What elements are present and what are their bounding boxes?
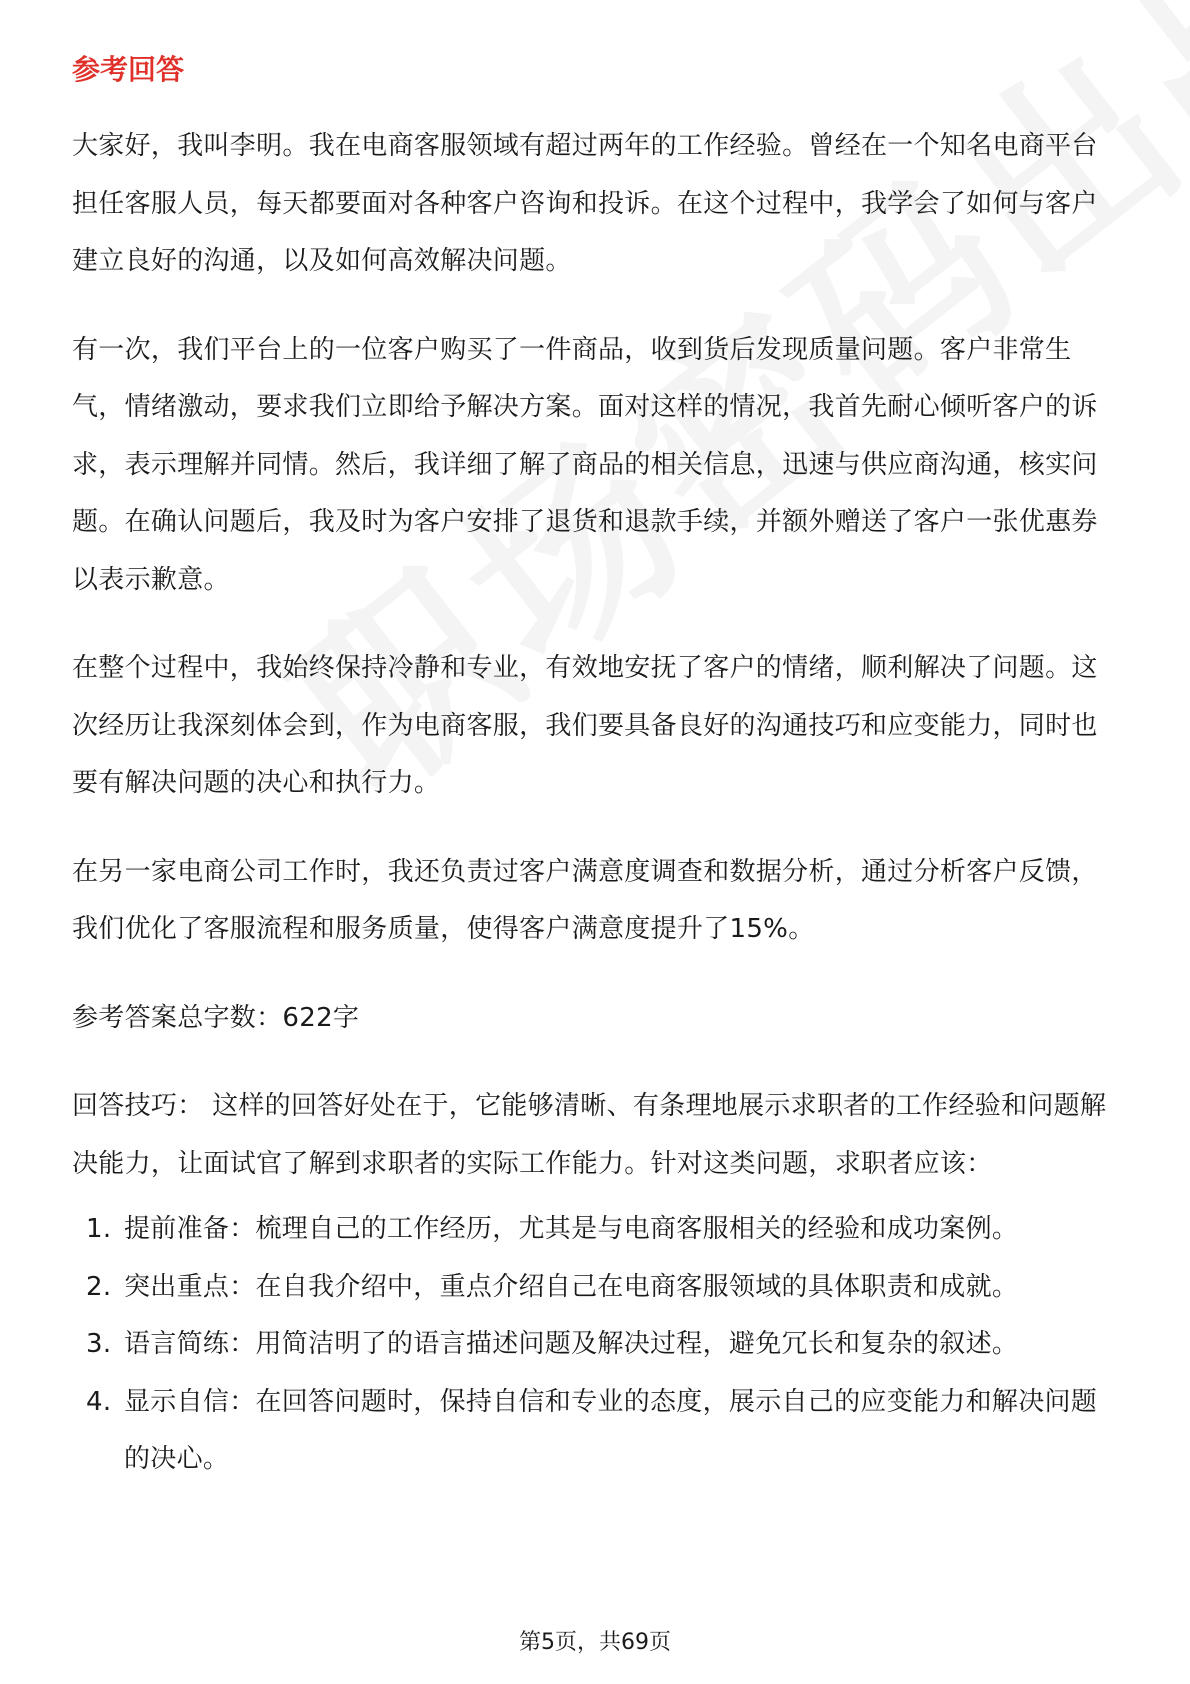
list-item <box>72 1374 1122 1489</box>
list-item <box>72 1316 1122 1374</box>
answer-paragraph-3: 在整个过程中，我始终保持冷静和专业，有效地安抚了客户的情绪，顺利解决了问题。这次经历让我深刻体会到，作为电商客服，我们要具备良好的沟通技巧和应变能力，同时也要有解决问题的决心和执行力。 <box>72 653 1098 798</box>
list-item-number: 2. <box>86 1271 112 1302</box>
list-item-number: 1. <box>86 1214 112 1244</box>
answer-paragraph-1: 大家好，我叫李明。我在电商客服领域有超过两年的工作经验。曾经在一个知名电商平台担任客服人员，每天都要面对各种客户咨询和投诉。在这个过程中，我学会了如何与客户建立良好的沟通，以及如何高效解决问题。 <box>72 131 1098 276</box>
list-item-number: 4. <box>86 1386 112 1417</box>
list-item-text: 语言简练：用简洁明了的语言描述问题及解决过程，避免冗长和复杂的叙述。 <box>124 1329 1019 1359</box>
list-item <box>72 1201 1122 1259</box>
list-item-text: 突出重点：在自我介绍中，重点介绍自己在电商客服领域的具体职责和成就。 <box>124 1271 1019 1302</box>
list-item-text: 提前准备：梳理自己的工作经历，尤其是与电商客服相关的经验和成功案例。 <box>124 1214 1019 1244</box>
answer-paragraph-4: 在另一家电商公司工作时，我还负责过客户满意度调查和数据分析，通过分析客户反馈，我们优化了客服流程和服务质量，使得客户满意度提升了15%。 <box>72 856 1098 944</box>
list-item-number: 3. <box>86 1329 112 1359</box>
section-title: 参考回答 <box>72 53 185 86</box>
tips-list <box>72 1201 1122 1489</box>
document-body <box>72 118 1122 1489</box>
list-item-text: 显示自信：在回答问题时，保持自信和专业的态度，展示自己的应变能力和解决问题的决心。 <box>124 1386 1098 1474</box>
list-item <box>72 1259 1122 1317</box>
page-indicator: 第5页，共69页 <box>519 1630 671 1655</box>
word-count: 参考答案总字数：622字 <box>72 1002 360 1033</box>
answer-paragraph-2: 有一次，我们平台上的一位客户购买了一件商品，收到货后发现质量问题。客户非常生气，情绪激动，要求我们立即给予解决方案。面对这样的情况，我首先耐心倾听客户的诉求，表示理解并同情。然后，我详细了解了商品的相关信息，迅速与供应商沟通，核实问题。在确认问题后，我及时为客户安排了退货和退款手续，并额外赠送了客户一张优惠券以表示歉意。 <box>72 334 1098 595</box>
tips-intro: 回答技巧： 这样的回答好处在于，它能够清晰、有条理地展示求职者的工作经验和问题解决能力，让面试官了解到求职者的实际工作能力。针对这类问题，求职者应该： <box>72 1091 1107 1179</box>
